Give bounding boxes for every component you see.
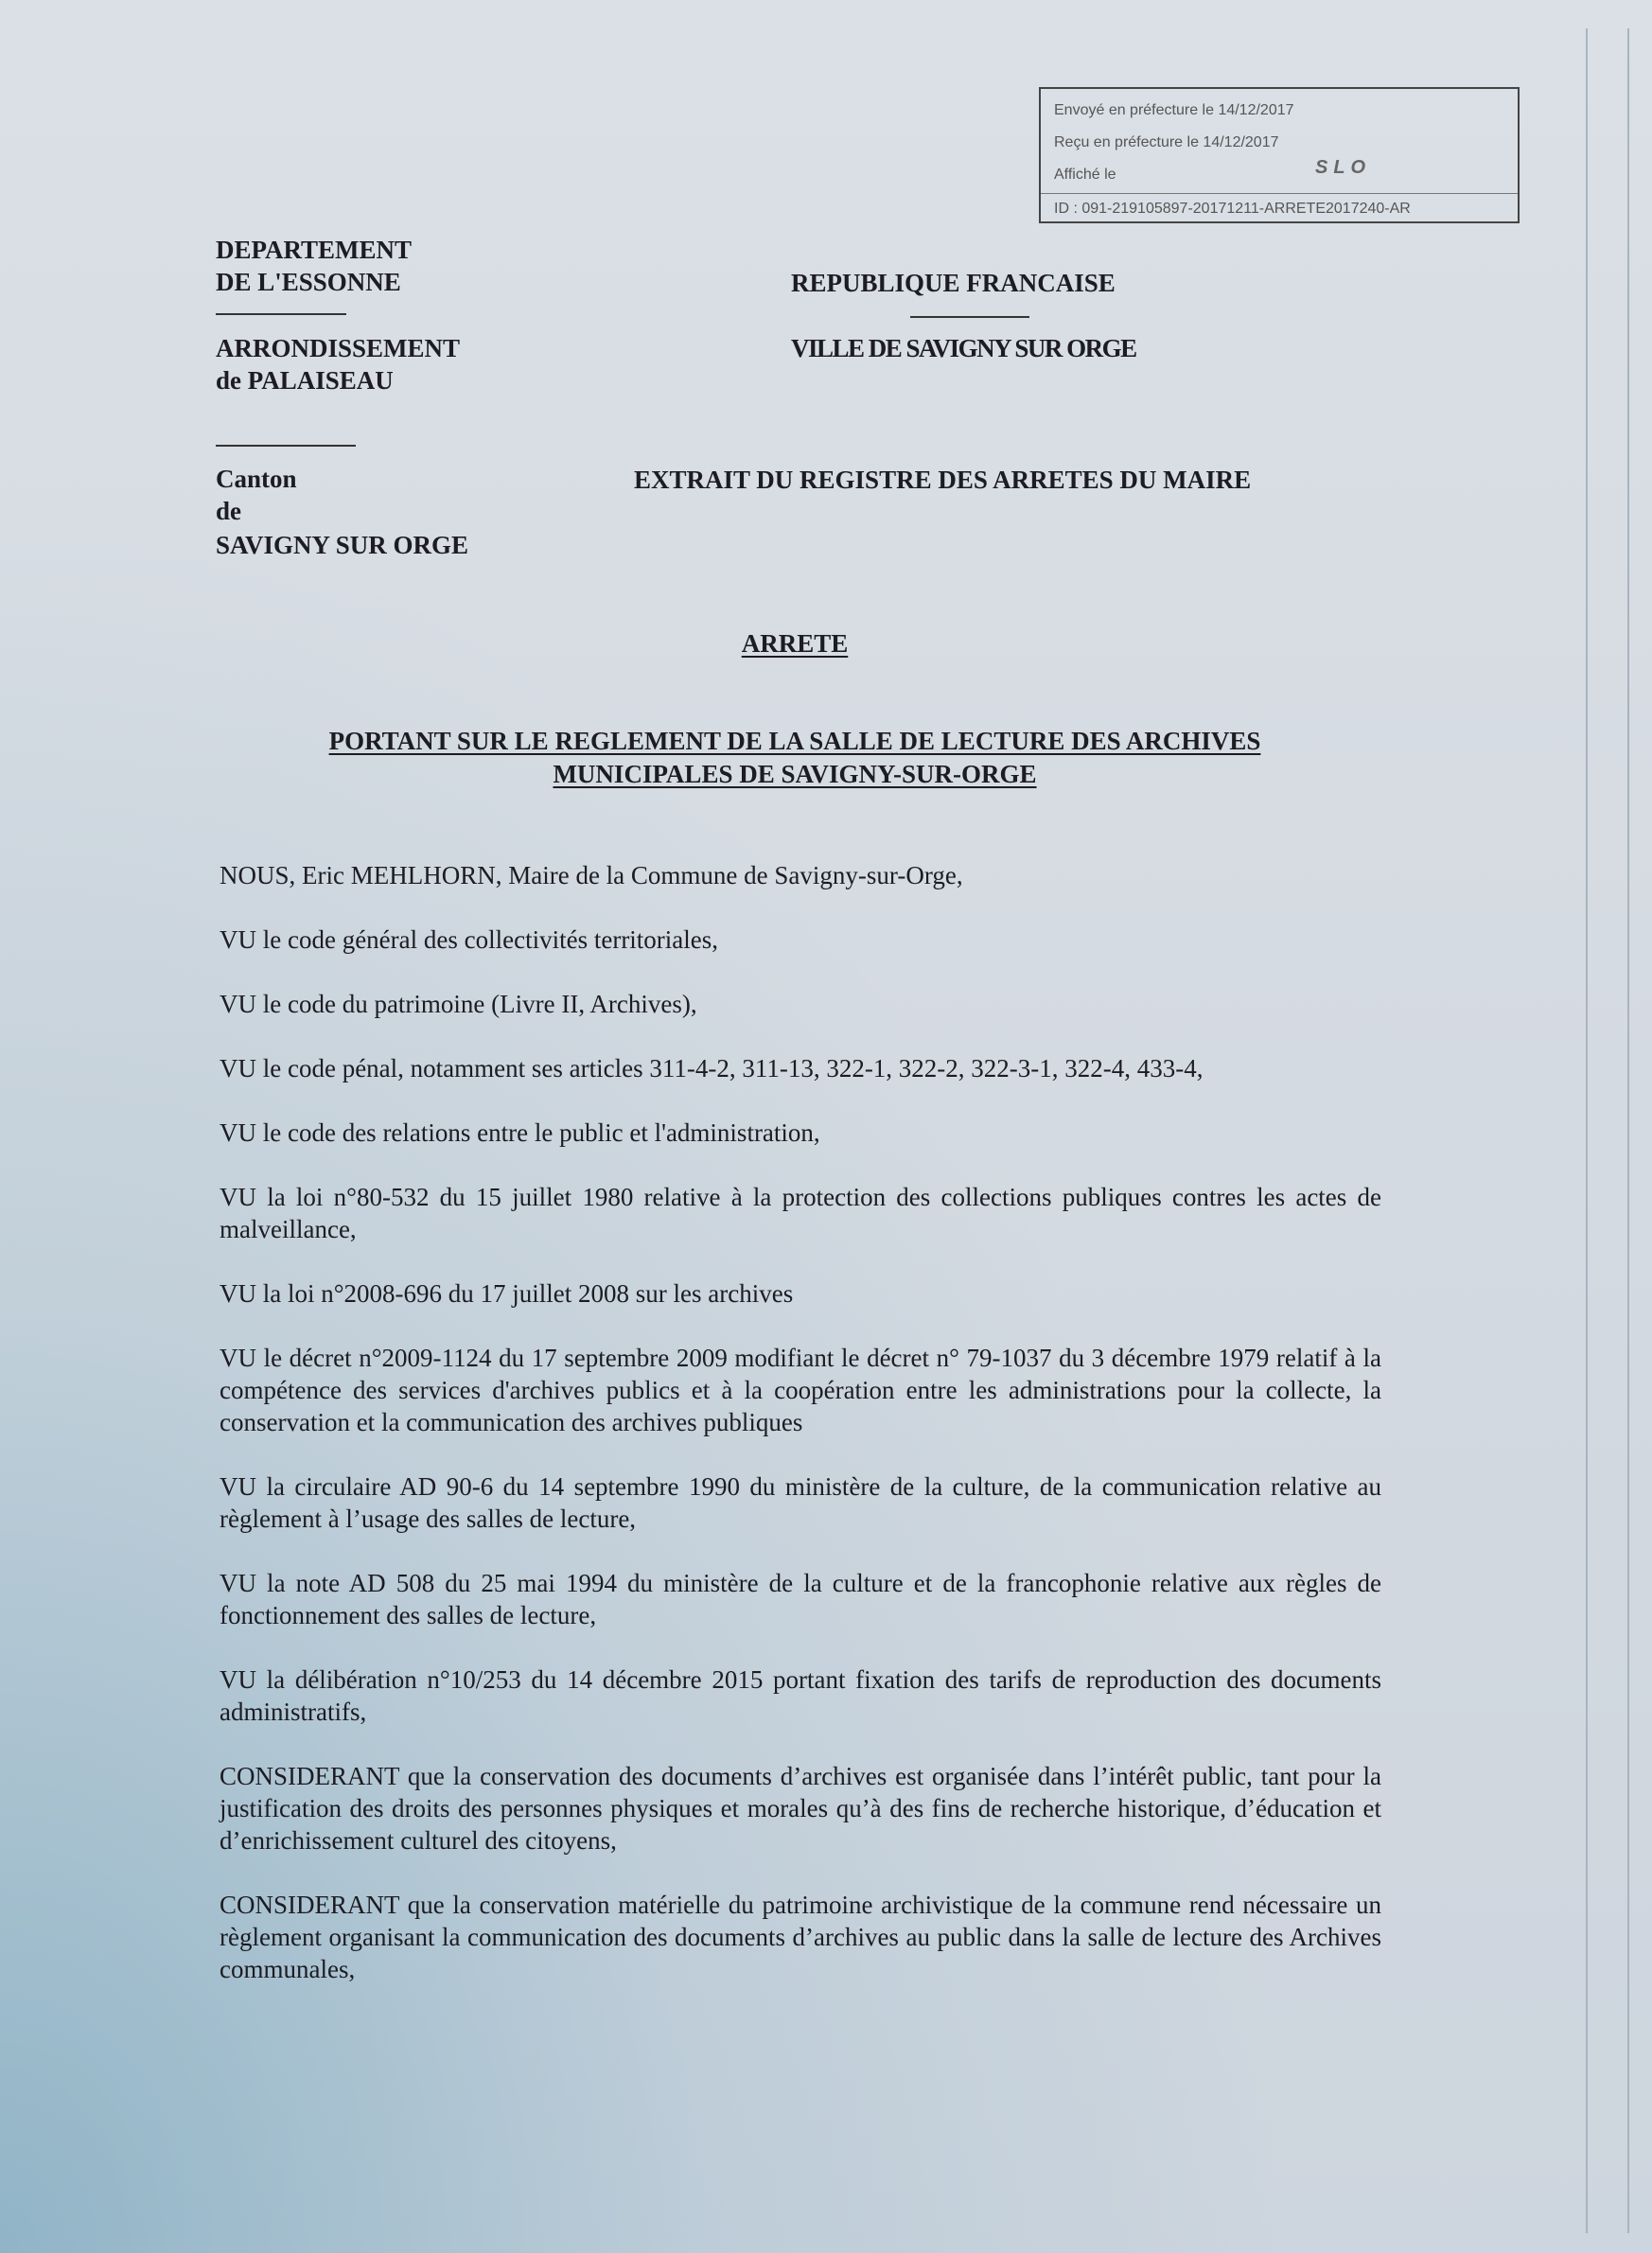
paragraph: VU le code des relations entre le public et l'administration, [220, 1118, 820, 1147]
republic-title: REPUBLIQUE FRANCAISE [791, 269, 1116, 297]
canton-line2: de [216, 497, 241, 525]
subtitle-line2-wrap [0, 760, 1590, 789]
city-title: VILLE DE SAVIGNY SUR ORGE [791, 334, 1136, 362]
stamp-posted: Affiché le [1054, 167, 1116, 183]
paragraph: VU la circulaire AD 90-6 du 14 septembre 1990 du ministère de la culture, de la communication relative au règlement à l’usage des salles de lecture, [220, 1472, 1381, 1533]
paragraph: NOUS, Eric MEHLHORN, Maire de la Commune de Savigny-sur-Orge, [220, 861, 963, 889]
document-title [0, 629, 1590, 659]
paragraph: VU la note AD 508 du 25 mai 1994 du ministère de la culture et de la francophonie relative aux règles de fonctionnement des salles de lecture, [220, 1569, 1381, 1629]
stamp-sent: Envoyé en préfecture le 14/12/2017 [1054, 102, 1294, 118]
subtitle-line1-wrap [0, 727, 1590, 756]
paragraph: CONSIDERANT que la conservation des documents d’archives est organisée dans l’intérêt public, tant pour la justification des droits des personnes physiques et morales qu’à des fins de recherche historique, d’éducation et d’enrichissement culturel des citoyens, [220, 1762, 1381, 1855]
paragraph: VU la loi n°2008-696 du 17 juillet 2008 sur les archives [220, 1279, 794, 1308]
arrondissement-line1: ARRONDISSEMENT [216, 334, 461, 362]
paragraph: VU le décret n°2009-1124 du 17 septembre 2009 modifiant le décret n° 79-1037 du 3 décembre 1979 relatif à la compétence des services d'archives publics et à la coopération entre les administrations pour la collecte, la conservation et la communication des archives publiques [220, 1344, 1381, 1436]
stamp-id: ID : 091-219105897-20171211-ARRETE2017240-AR [1041, 193, 1518, 223]
paragraph: VU la loi n°80-532 du 15 juillet 1980 relative à la protection des collections publiques contres les actes de malveillance, [220, 1183, 1381, 1243]
subtitle-line2: MUNICIPALES DE SAVIGNY-SUR-ORGE [553, 760, 1037, 788]
paragraph: VU le code du patrimoine (Livre II, Archives), [220, 990, 697, 1018]
paragraph: CONSIDERANT que la conservation matérielle du patrimoine archivistique de la commune rend nécessaire un règlement organisant la communication des documents d’archives au public dans la salle de lecture des Archives communales, [220, 1891, 1381, 1983]
department-line2: DE L'ESSONNE [216, 268, 401, 296]
paragraph: VU la délibération n°10/253 du 14 décembre 2015 portant fixation des tarifs de reproduction des documents administratifs, [220, 1665, 1381, 1726]
document-body [220, 859, 1381, 2017]
divider [216, 313, 346, 315]
subtitle-line1: PORTANT SUR LE REGLEMENT DE LA SALLE DE LECTURE DES ARCHIVES [328, 727, 1261, 755]
department-line1: DEPARTEMENT [216, 236, 413, 264]
stamp-signature: SLO [1315, 157, 1372, 178]
arrete-title: ARRETE [741, 629, 849, 658]
divider [216, 445, 356, 447]
canton-line3: SAVIGNY SUR ORGE [216, 531, 469, 559]
arrondissement-line2: de PALAISEAU [216, 366, 394, 395]
page-edge [1586, 28, 1588, 2233]
canton-line1: Canton [216, 465, 297, 493]
extract-title: EXTRAIT DU REGISTRE DES ARRETES DU MAIRE [634, 466, 1252, 494]
stamp-received: Reçu en préfecture le 14/12/2017 [1054, 134, 1279, 150]
paragraph: VU le code général des collectivités territoriales, [220, 925, 719, 954]
prefecture-stamp [1039, 87, 1520, 223]
paragraph: VU le code pénal, notamment ses articles 311-4-2, 311-13, 322-1, 322-2, 322-3-1, 322-4, 433-4, [220, 1054, 1204, 1082]
page-edge [1627, 28, 1629, 2233]
divider [910, 316, 1029, 318]
